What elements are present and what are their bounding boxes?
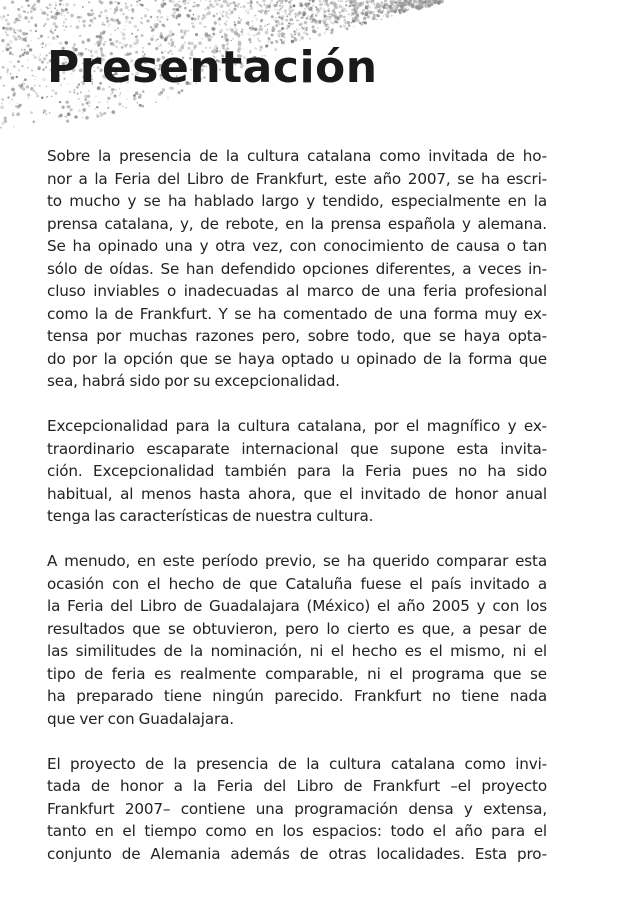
text-line: ocasión con el hecho de que Cataluña fuese el país invitado a (47, 574, 547, 593)
text-line: cluso inviables o inadecuadas al marco de una feria profesional (47, 282, 547, 300)
text-line: tipo de feria es realmente comparable, ni el programa que se (47, 664, 547, 683)
text-line: ción. Excepcionalidad también para la Feria pues no ha sido (47, 462, 547, 480)
text-line: to mucho y se ha hablado largo y tendido, especialmente en la (47, 192, 547, 210)
text-line: Sobre la presencia de la cultura catalana como invitada de ho- (47, 147, 547, 165)
paragraph-1 (47, 145, 547, 393)
text-line: tanto en el tiempo como en los espacios: todo el año para el (47, 822, 547, 840)
text-line: ha preparado tiene ningún parecido. Frankfurt no tiene nada (47, 687, 547, 705)
text-line: como la de Frankfurt. Y se ha comentado de una forma muy ex- (47, 304, 547, 323)
page-title: Presentación (47, 42, 378, 93)
text-line: traordinario escaparate internacional que supone esta invita- (47, 439, 547, 458)
paragraph-3 (47, 550, 547, 730)
text-line: Se ha opinado una y otra vez, con conocimiento de causa o tan (47, 237, 547, 255)
text-line: las similitudes de la nominación, ni el hecho es el mismo, ni el (47, 642, 547, 660)
body-text (47, 145, 547, 865)
text-line: prensa catalana, y, de rebote, en la prensa española y alemana. (47, 214, 547, 233)
text-line: tensa por muchas razones pero, sobre todo, que se haya opta- (47, 327, 547, 345)
text-line: nor a la Feria del Libro de Frankfurt, este año 2007, se ha escri- (47, 169, 547, 188)
text-line: tenga las características de nuestra cultura. (47, 507, 374, 525)
text-line: sea, habrá sido por su excepcionalidad. (47, 372, 340, 390)
text-line: A menudo, en este período previo, se ha querido comparar esta (47, 552, 547, 570)
text-line: que ver con Guadalajara. (47, 709, 234, 728)
text-line: conjunto de Alemania además de otras localidades. Esta pro- (47, 844, 547, 863)
text-line: resultados que se obtuvieron, pero lo cierto es que, a pesar de (47, 619, 547, 638)
text-line: la Feria del Libro de Guadalajara (México) el año 2005 y con los (47, 597, 547, 615)
paragraph-2 (47, 415, 547, 528)
text-line: Frankfurt 2007– contiene una programación densa y extensa, (47, 799, 547, 818)
text-line: sólo de oídas. Se han defendido opciones diferentes, a veces in- (47, 259, 547, 278)
text-line: Excepcionalidad para la cultura catalana, por el magnífico y ex- (47, 417, 547, 435)
paragraph-4 (47, 753, 547, 866)
text-line: do por la opción que se haya optado u opinado de la forma que (47, 349, 547, 368)
text-line: habitual, al menos hasta ahora, que el invitado de honor anual (47, 484, 547, 503)
text-line: El proyecto de la presencia de la cultura catalana como invi- (47, 754, 547, 773)
text-line: tada de honor a la Feria del Libro de Frankfurt –el proyecto (47, 777, 547, 795)
document-page (47, 40, 547, 888)
